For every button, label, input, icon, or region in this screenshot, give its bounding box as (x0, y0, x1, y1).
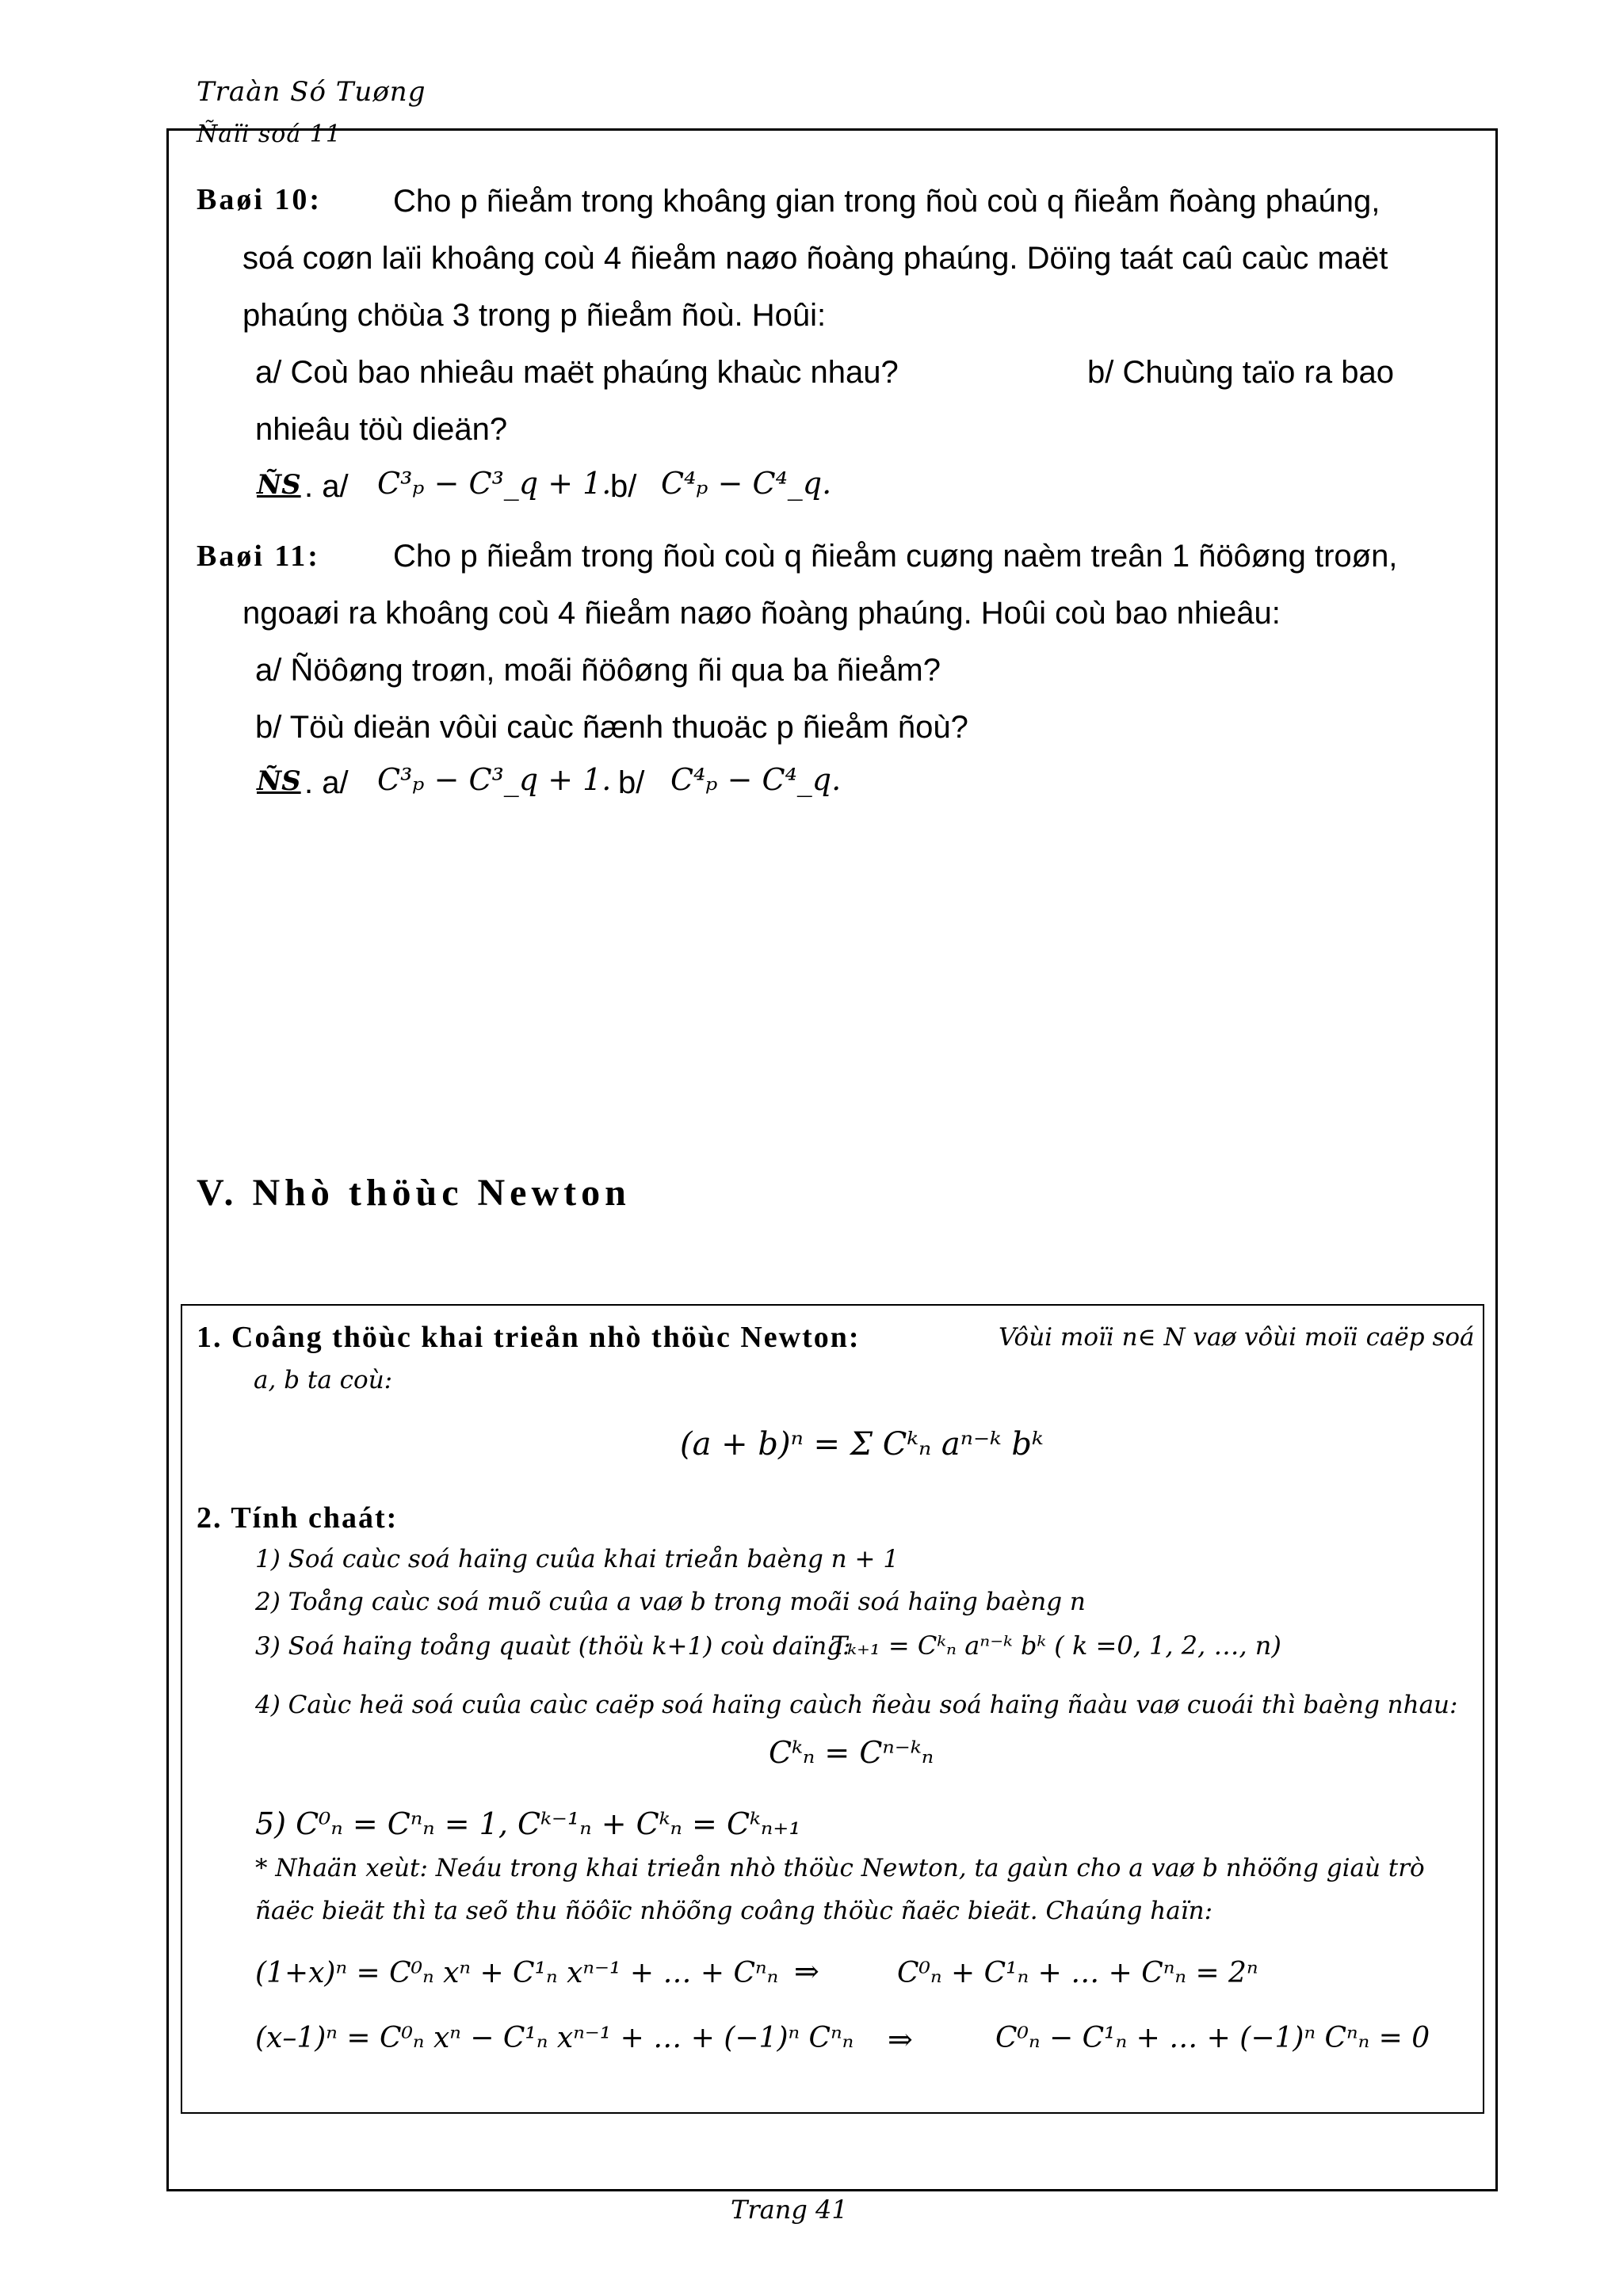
bai10-answer-b: C⁴ₚ − C⁴_q. (661, 466, 832, 501)
box-heading-1-line2: a, b ta coù: (254, 1366, 393, 1394)
bai10-answer-a: C³ₚ − C³_q + 1. (377, 466, 612, 501)
box-heading-1: 1. Coâng thöùc khai trieån nhò thöùc Newton: (197, 1321, 861, 1354)
box-heading-2: 2. Tính chaát: (197, 1501, 399, 1535)
header-author: Traàn Só Tuøng (197, 76, 426, 108)
property-2: 2) Toång caùc soá muõ cuûa a vaø b trong moãi soá haïng baèng n (255, 1588, 1086, 1616)
example-1-right: C⁰ₙ + C¹ₙ + … + Cⁿₙ = 2ⁿ (897, 1957, 1258, 1989)
bai10-answer-tag: ÑS (257, 469, 301, 501)
box-heading-1-cont: Vôùi moïi n∈ N vaø vôùi moïi caëp soá (999, 1323, 1475, 1352)
bai11-question-a: a/ Ñöôøng troøn, moãi ñöôøng ñi qua ba ñieåm? (255, 653, 941, 688)
bai10-line3: phaúng chöùa 3 trong p ñieåm ñoù. Hoûi: (242, 298, 827, 333)
example-2-arrow: ⇒ (888, 2022, 913, 2057)
bai10-answer-a-label: . a/ (304, 469, 349, 504)
property-4: 4) Caùc heä soá cuûa caùc caëp soá haïng caùch ñeàu soá haïng ñaàu vaø cuoái thì baèng nhau: (255, 1691, 1458, 1719)
bai11-question-b: b/ Töù dieän vôùi caùc ñænh thuoäc p ñieåm ñoù? (255, 710, 968, 745)
remark-line1: * Nhaän xeùt: Neáu trong khai trieån nhò thöùc Newton, ta gaùn cho a vaø b nhöõng giaù trò (255, 1854, 1425, 1882)
bai11-answer-a-label: . a/ (304, 765, 349, 800)
example-1-left: (1+x)ⁿ = C⁰ₙ xⁿ + C¹ₙ xⁿ⁻¹ + … + Cⁿₙ (255, 1957, 779, 1989)
example-1-arrow: ⇒ (794, 1954, 819, 1989)
binomial-formula: (a + b)ⁿ = Σ Cᵏₙ aⁿ⁻ᵏ bᵏ (680, 1426, 1044, 1463)
remark-line2: ñaëc bieät thì ta seõ thu ñöôïc nhöõng coâng thöùc ñaëc bieät. Chaúng haïn: (255, 1897, 1213, 1925)
bai11-label: Baøi 11: (197, 540, 320, 573)
bai11-answer-b-label: b/ (618, 765, 645, 800)
bai11-line2: ngoaøi ra khoâng coù 4 ñieåm naøo ñoàng phaúng. Hoûi coù bao nhieâu: (242, 596, 1281, 631)
property-1: 1) Soá caùc soá haïng cuûa khai trieån baèng n + 1 (255, 1545, 899, 1573)
page-number: Trang 41 (731, 2195, 848, 2225)
bai11-answer-b: C⁴ₚ − C⁴_q. (670, 762, 842, 797)
property-3: 3) Soá haïng toång quaùt (thöù k+1) coù daïng: (255, 1632, 851, 1661)
bai11-answer-a: C³ₚ − C³_q + 1. (377, 762, 612, 797)
bai10-question-b: b/ Chuùng taïo ra bao (1087, 355, 1394, 390)
example-2-left: (x–1)ⁿ = C⁰ₙ xⁿ − C¹ₙ xⁿ⁻¹ + … + (−1)ⁿ Cⁿₙ (255, 2022, 854, 2054)
bai10-question-b-cont: nhieâu töù dieän? (255, 412, 508, 447)
bai10-answer-b-label: b/ (610, 469, 637, 504)
property-3-formula: Tₖ₊₁ = Cᵏₙ aⁿ⁻ᵏ bᵏ ( k =0, 1, 2, …, n) (831, 1630, 1281, 1661)
bai11-answer-tag: ÑS (257, 765, 301, 797)
bai10-line2: soá coøn laïi khoâng coù 4 ñieåm naøo ñoàng phaúng. Döïng taát caû caùc maët (242, 241, 1388, 276)
bai10-label: Baøi 10: (197, 183, 323, 216)
example-2-right: C⁰ₙ − C¹ₙ + … + (−1)ⁿ Cⁿₙ = 0 (995, 2022, 1430, 2054)
property-4-formula: Cᵏₙ = Cⁿ⁻ᵏₙ (769, 1735, 934, 1770)
header-subject: Ñaïi soá 11 (197, 120, 342, 148)
bai11-line1: Cho p ñieåm trong ñoù coù q ñieåm cuøng naèm treân 1 ñöôøng troøn, (393, 539, 1398, 574)
section-title: V. Nhò thöùc Newton (197, 1172, 631, 1214)
bai10-question-a: a/ Coù bao nhieâu maët phaúng khaùc nhau? (255, 355, 899, 390)
property-5-formula: 5) C⁰ₙ = Cⁿₙ = 1, Cᵏ⁻¹ₙ + Cᵏₙ = Cᵏₙ₊₁ (255, 1806, 801, 1841)
bai10-line1: Cho p ñieåm trong khoâng gian trong ñoù coù q ñieåm ñoàng phaúng, (393, 184, 1381, 219)
